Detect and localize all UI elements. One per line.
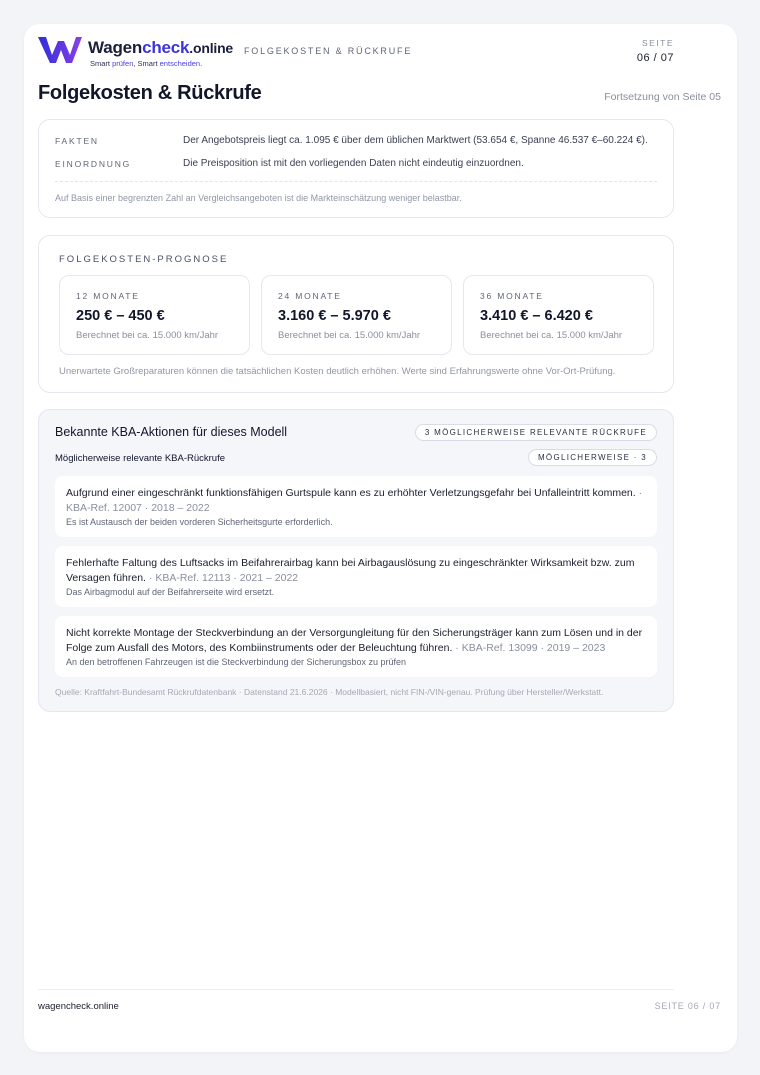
brand-tagline: Smart prüfen, Smart entscheiden. (90, 59, 203, 68)
facts-card (38, 119, 674, 218)
section-tag: FOLGEKOSTEN & RÜCKRUFE (244, 46, 413, 56)
recall-remedy: An den betroffenen Fahrzeugen ist die Steckverbindung der Sicherungsbox zu prüfen (66, 657, 407, 667)
recall-count-badge: 3 MÖGLICHERWEISE RELEVANTE RÜCKRUFE (415, 424, 657, 441)
forecast-period: 24 MONATE (278, 291, 342, 301)
forecast-range: 250 € – 450 € (76, 308, 165, 324)
forecast-basis: Berechnet bei ca. 15.000 km/Jahr (480, 330, 623, 341)
recalls-source: Quelle: Kraftfahrt-Bundesamt Rückrufdatenbank · Datenstand 21.6.2026 · Modellbasiert, nicht FIN-/VIN-genau. Prüfung über Hersteller/Werkstatt. (55, 687, 604, 697)
recalls-title: Bekannte KBA-Aktionen für dieses Modell (55, 425, 288, 439)
facts-note: Auf Basis einer begrenzten Zahl an Vergleichsangeboten ist die Markteinschätzung weniger belastbar. (55, 193, 462, 203)
page-number: 06 / 07 (636, 52, 674, 64)
fact-value: Der Angebotspreis liegt ca. 1.095 € über dem üblichen Marktwert (53.654 €, Spanne 46.537 €–60.224 €). (183, 135, 648, 146)
recalls-card (38, 409, 674, 712)
forecast-range: 3.410 € – 6.420 € (480, 308, 593, 324)
forecast-period: 12 MONATE (76, 291, 140, 301)
recall-item (55, 476, 657, 537)
recall-item (55, 616, 657, 677)
recall-meta: · KBA-Ref. 12113 · 2021 – 2022 (145, 572, 299, 584)
forecast-range: 3.160 € – 5.970 € (278, 308, 391, 324)
cost-forecast-card (38, 235, 674, 393)
page-label: SEITE (641, 38, 674, 48)
recall-meta: · KBA-Ref. 12007 · 2018 – 2022 (66, 487, 643, 514)
footer-divider (38, 989, 674, 990)
brand-name: Wagencheck.online (88, 38, 234, 57)
recall-remedy: Es ist Austausch der beiden vorderen Sicherheitsgurte erforderlich. (66, 517, 333, 527)
forecast-heading: FOLGEKOSTEN-PROGNOSE (59, 254, 229, 265)
divider (55, 181, 657, 182)
forecast-box-12 (59, 275, 250, 355)
wagencheck-logo-icon (38, 35, 82, 65)
page-title: Folgekosten & Rückrufe (38, 82, 262, 104)
recall-description: Fehlerhafte Faltung des Luftsacks im Beifahrerairbag kann bei Airbagauslösung zu eingeschränkter Wirksamkeit bzw. zum Versagen führen. · KBA-Ref. 12113 · 2021 – 2022 (66, 557, 635, 584)
continuation-note: Fortsetzung von Seite 05 (604, 91, 721, 103)
recall-description: Nicht korrekte Montage der Steckverbindung an der Versorgungleitung für den Sicherungsträger kann zum Lösen und in der Folge zum Ausfall des Motors, des Kombiinstruments oder der Beleuchtung führen. · KBA-Ref. 13099 · 2019 – 2023 (66, 627, 643, 654)
forecast-box-36 (463, 275, 654, 355)
forecast-basis: Berechnet bei ca. 15.000 km/Jahr (76, 330, 219, 341)
footer-site: wagencheck.online (38, 1001, 119, 1012)
possibly-count-badge: MÖGLICHERWEISE · 3 (528, 449, 657, 466)
footer-page: SEITE 06 / 07 (654, 1001, 721, 1011)
fact-label: FAKTEN (55, 136, 99, 146)
recalls-subheading: Möglicherweise relevante KBA-Rückrufe (55, 453, 226, 464)
recall-description: Aufgrund einer eingeschränkt funktionsfähigen Gurtspule kann es zu erhöhter Verletzungsgefahr bei Unfalleintritt kommen. · KBA-Ref. 12007 · 2018 – 2022 (66, 487, 643, 514)
recall-item (55, 546, 657, 607)
page-header (38, 34, 674, 74)
forecast-period: 36 MONATE (480, 291, 544, 301)
fact-value: Die Preisposition ist mit den vorliegenden Daten nicht eindeutig einzuordnen. (183, 158, 524, 169)
forecast-footnote: Unerwartete Großreparaturen können die tatsächlichen Kosten deutlich erhöhen. Werte sind Erfahrungswerte ohne Vor-Ort-Prüfung. (59, 366, 616, 377)
recall-meta: · KBA-Ref. 13099 · 2019 – 2023 (452, 642, 606, 654)
recall-remedy: Das Airbagmodul auf der Beifahrerseite wird ersetzt. (66, 587, 275, 597)
forecast-basis: Berechnet bei ca. 15.000 km/Jahr (278, 330, 421, 341)
forecast-box-24 (261, 275, 452, 355)
fact-label: EINORDNUNG (55, 159, 132, 169)
